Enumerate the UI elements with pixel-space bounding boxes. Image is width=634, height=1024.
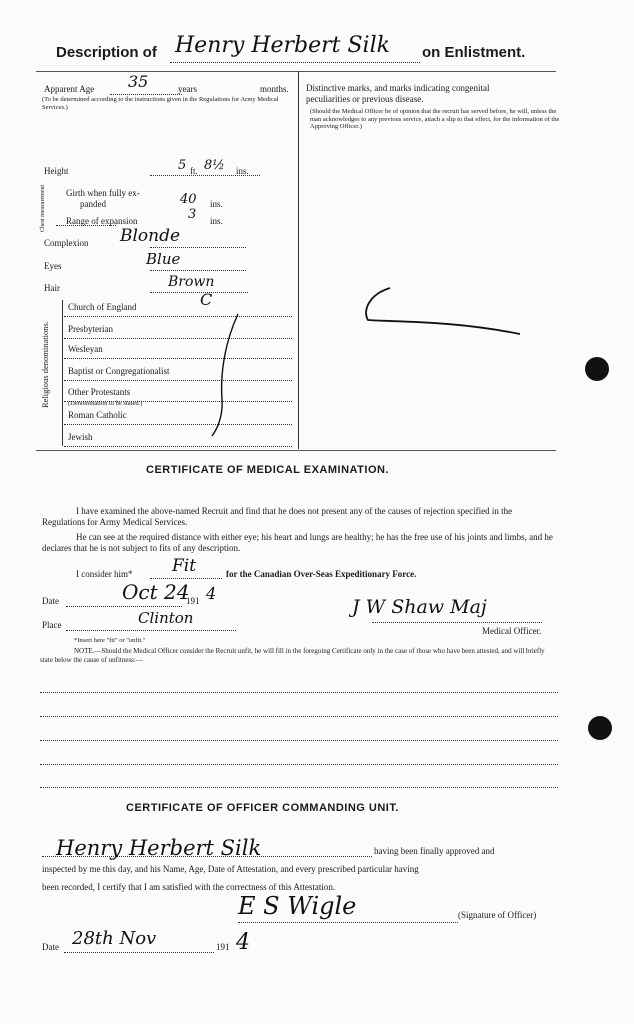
religion-option: Presbyterian xyxy=(68,324,113,334)
religion-option: Other Protestants xyxy=(68,387,131,397)
unfitness-line-2 xyxy=(40,716,558,717)
religion-line xyxy=(64,316,292,317)
commanding-certificate-title: CERTIFICATE OF OFFICER COMMANDING UNIT. xyxy=(126,802,399,814)
medical-date-label: Date xyxy=(42,596,59,606)
commanding-text-2: inspected by me this day, and his Name, Age, Date of Attestation, and every prescribed particular having xyxy=(42,864,419,874)
recruit-name-signature: Henry Herbert Silk xyxy=(56,836,262,860)
unfitness-line-4 xyxy=(40,764,558,765)
commanding-text-3: been recorded, I certify that I am satisfied with the correctness of this Attestation. xyxy=(42,882,336,892)
column-divider xyxy=(298,71,299,449)
place-line xyxy=(66,630,236,631)
chest-measurement-label: Chest measurement xyxy=(40,184,46,232)
religion-note: (Denomination to be stated.) xyxy=(68,400,143,407)
hair-value: Brown xyxy=(168,274,215,290)
religion-bracket xyxy=(62,300,63,446)
medical-year-prefix: 191 xyxy=(186,596,200,606)
religion-line xyxy=(64,338,292,339)
medical-year-digit: 4 xyxy=(206,584,217,603)
commanding-year-prefix: 191 xyxy=(216,942,230,952)
commanding-date-label: Date xyxy=(42,942,59,952)
height-label: Height xyxy=(44,166,69,176)
fit-footnote: *Insert here "fit" or "unfit." xyxy=(74,637,146,644)
punch-hole-bottom xyxy=(588,716,612,740)
complexion-value: Blonde xyxy=(120,226,181,246)
unfitness-line-1 xyxy=(40,692,558,693)
consider-suffix: for the Canadian Over-Seas Expeditionary Force. xyxy=(226,569,417,579)
height-ft-value: 5 xyxy=(178,158,187,173)
apparent-age-label: Apparent Age xyxy=(44,84,95,94)
signature-of-officer-label: (Signature of Officer) xyxy=(458,910,537,920)
months-label: months. xyxy=(260,84,289,94)
religion-option: Baptist or Congregationalist xyxy=(68,366,170,376)
commanding-signature-line xyxy=(238,922,458,923)
medical-date-line xyxy=(66,606,182,607)
medical-para-1: I have examined the above-named Recruit and find that he does not present any of the causes of rejection specified in the Regulations for Army Medical Services. xyxy=(42,506,513,527)
place-label: Place xyxy=(42,620,62,630)
religion-mark: C xyxy=(200,290,213,309)
frame-bottom xyxy=(36,450,556,451)
hair-label: Hair xyxy=(44,283,60,293)
religion-line xyxy=(64,446,292,447)
girth-label-1: Girth when fully ex- xyxy=(66,188,140,198)
medical-para-2: He can see at the required distance with either eye; his heart and lungs are healthy; he has the free use of his joints and limbs, and he declares that he is not subject to fits of any description. xyxy=(42,532,553,553)
commanding-year-digit: 4 xyxy=(236,930,250,955)
girth-label-2: panded xyxy=(80,199,106,209)
distinctive-marks-note: (Should the Medical Officer be of opinion that the recruit has served before, he will, unless the man acknowledges to any previous service, attach a slip to that effect, for the information of the Approving Officer.) xyxy=(310,108,560,130)
height-ins-value: 8½ xyxy=(204,158,225,173)
religion-option: Roman Catholic xyxy=(68,410,127,420)
range-value: 3 xyxy=(188,207,197,222)
commanding-date-line xyxy=(64,952,214,953)
height-ins-label: ins. xyxy=(236,166,249,176)
religion-option: Wesleyan xyxy=(68,344,103,354)
medical-officer-label: Medical Officer. xyxy=(482,626,542,636)
religion-line xyxy=(64,358,292,359)
frame-top xyxy=(36,71,556,72)
fitness-value: Fit xyxy=(172,556,197,576)
religion-side-label: Religious denominations. xyxy=(40,321,50,408)
medical-certificate-title: CERTIFICATE OF MEDICAL EXAMINATION. xyxy=(146,464,389,476)
commanding-officer-signature: E S Wigle xyxy=(238,892,357,920)
header-name: Henry Herbert Silk xyxy=(175,33,390,58)
fitness-line xyxy=(150,578,222,579)
religion-line xyxy=(64,424,292,425)
religion-scribble-line xyxy=(208,310,248,440)
form-fill-line xyxy=(110,94,182,95)
age-years-value: 35 xyxy=(128,72,149,91)
medical-note: NOTE.—Should the Medical Officer consider the Recruit unfit, he will fill in the foregoing Certificate only in the case of those who have been attested, and will briefly state below the cause of unfitness:— xyxy=(40,647,545,664)
eyes-value: Blue xyxy=(146,250,181,268)
place-value: Clinton xyxy=(138,609,194,627)
header-suffix: on Enlistment. xyxy=(422,44,526,61)
girth-value: 40 xyxy=(180,192,197,207)
religion-line xyxy=(64,380,292,381)
header-prefix: Description of xyxy=(56,44,157,61)
form-fill-line xyxy=(56,225,116,226)
medical-officer-signature: J W Shaw Maj xyxy=(352,596,487,618)
punch-hole-top xyxy=(585,357,609,381)
ft-label: ft. xyxy=(190,166,198,176)
age-note: (To be determined according to the instructions given in the Regulations for Army Medical Services.) xyxy=(42,96,279,111)
range-label: Range of expansion xyxy=(66,216,138,226)
header-underline xyxy=(170,62,420,63)
form-fill-line xyxy=(150,270,246,271)
eyes-label: Eyes xyxy=(44,261,62,271)
distinctive-marks-stroke xyxy=(360,282,530,342)
religion-option: Church of England xyxy=(68,302,137,312)
commanding-date-value: 28th Nov xyxy=(72,928,157,949)
consider-prefix: I consider him* xyxy=(76,569,133,579)
years-label: years xyxy=(178,84,197,94)
commanding-text-1: having been finally approved and xyxy=(374,846,495,856)
medical-signature-line xyxy=(372,622,542,623)
unfitness-line-3 xyxy=(40,740,558,741)
range-unit: ins. xyxy=(210,216,223,226)
form-fill-line xyxy=(150,292,248,293)
form-fill-line xyxy=(150,175,260,176)
distinctive-marks-line-2: peculiarities or previous disease. xyxy=(306,94,424,104)
form-fill-line xyxy=(150,247,246,248)
girth-unit: ins. xyxy=(210,199,223,209)
complexion-label: Complexion xyxy=(44,238,89,248)
distinctive-marks-line-1: Distinctive marks, and marks indicating congenital xyxy=(306,83,490,93)
recruit-name-line xyxy=(42,856,372,857)
unfitness-line-5 xyxy=(40,787,558,788)
medical-date-value: Oct 24 xyxy=(122,580,190,604)
religion-option: Jewish xyxy=(68,432,93,442)
